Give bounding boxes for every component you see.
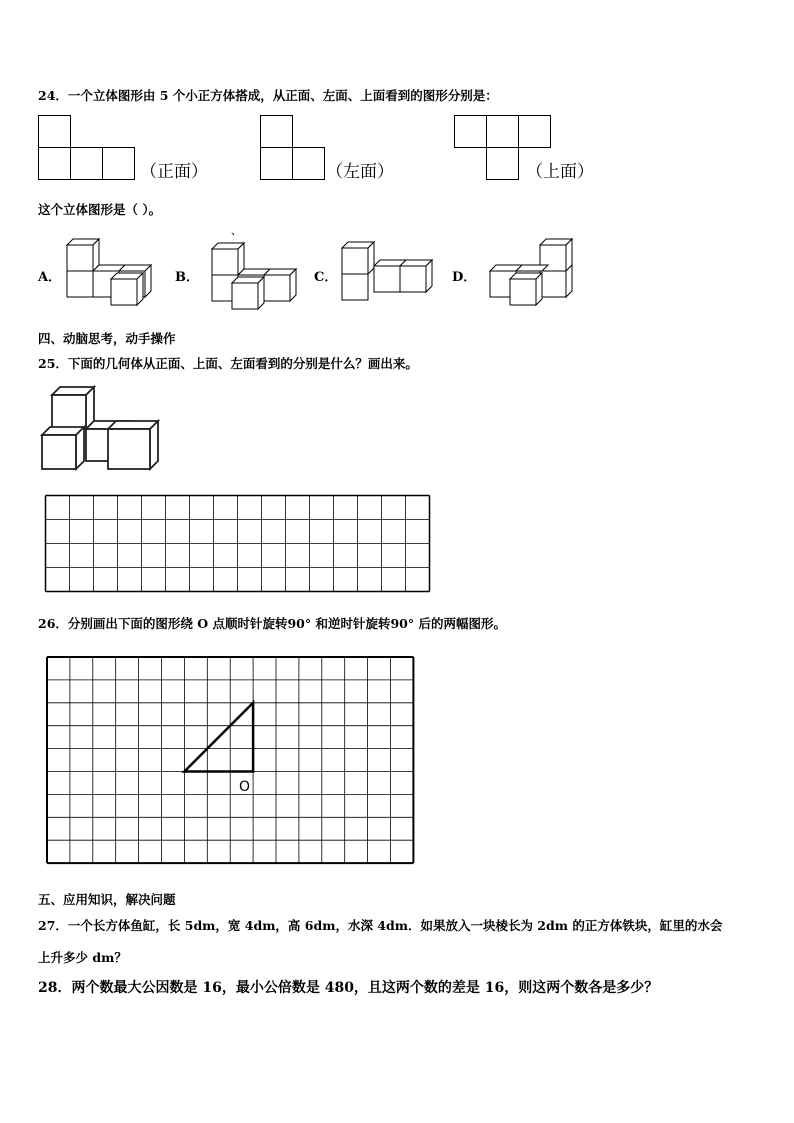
section-5-title: 五、应用知识，解决问题	[38, 892, 176, 907]
left-view-label: （左面）	[326, 162, 394, 182]
option-c-label: C．	[314, 270, 338, 285]
option-a-figure	[65, 237, 155, 307]
q28-text: 28．两个数最大公因数是 16，最小公倍数是 480，且这两个数的差是 16，则这两个数各是多少？	[38, 980, 659, 996]
point-o-label: O	[239, 779, 251, 795]
q26-text: 26．分别画出下面的图形绕 O 点顺时针旋转90° 和逆时针旋转90° 后的两幅图形。	[38, 616, 506, 631]
q24-text: 24．一个立体图形由 5 个小正方体搭成，从正面、左面、上面看到的图形分别是：	[38, 88, 498, 103]
option-b-figure	[208, 237, 298, 312]
q27-line1: 27．一个长方体鱼缸，长 5dm，宽 4dm，高 6dm，水深 4dm．如果放入一块棱长为 2dm 的正方体铁块，缸里的水会	[38, 918, 723, 933]
front-view-label: （正面）	[140, 162, 208, 182]
triangle-shape	[184, 703, 253, 772]
q25-answer-grid	[45, 495, 431, 593]
top-view-label: （上面）	[526, 162, 594, 182]
q24-front-view	[38, 115, 148, 185]
q25-solid-figure	[40, 385, 165, 475]
q26-rotation-grid	[46, 656, 414, 866]
option-c-figure	[340, 240, 435, 305]
option-b-label: B．	[175, 270, 199, 285]
option-d-figure	[488, 237, 578, 312]
q24-prompt: 这个立体图形是（ ）。	[38, 202, 162, 217]
stray-mark: 、	[231, 224, 242, 237]
option-d-label: D．	[452, 270, 477, 285]
option-a-label: A．	[38, 270, 62, 285]
q27-line2: 上升多少 dm？	[38, 950, 127, 965]
section-4-title: 四、动脑思考，动手操作	[38, 331, 176, 346]
q25-text: 25．下面的几何体从正面、上面、左面看到的分别是什么？画出来。	[38, 356, 418, 371]
